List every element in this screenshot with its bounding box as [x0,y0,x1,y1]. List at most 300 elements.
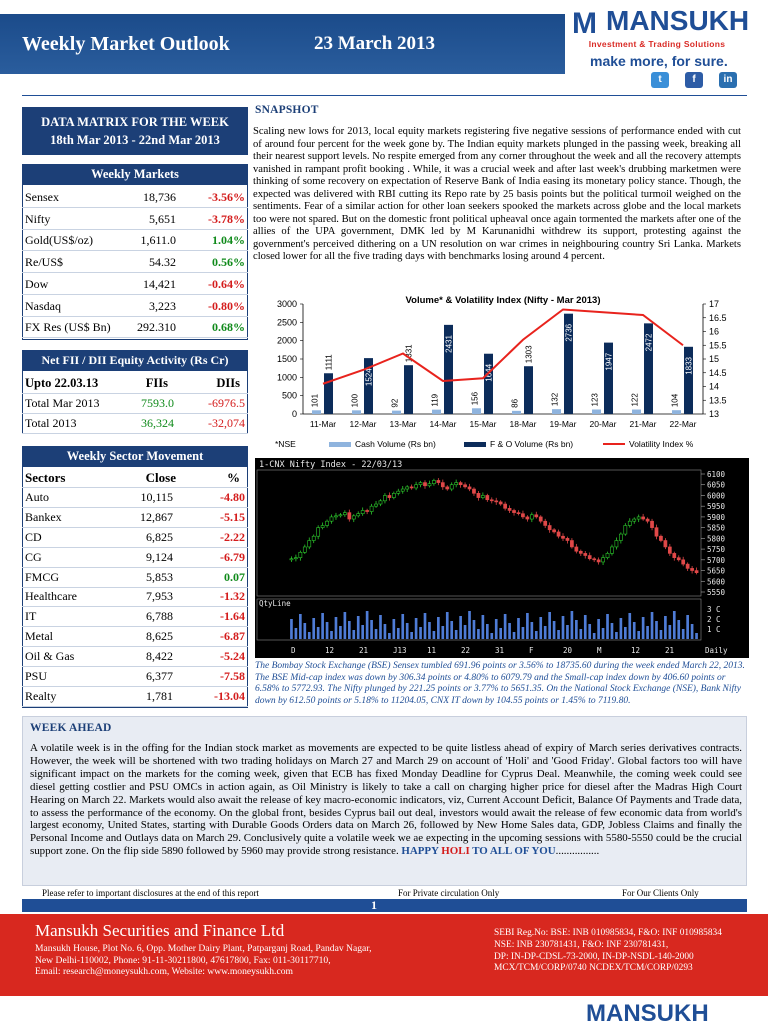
fii-dii-period: Total Mar 2013 [25,396,100,410]
fo-volume-label: 1947 [604,352,614,371]
legend-cash-label: Cash Volume (Rs bn) [355,439,436,449]
candle-body [642,517,645,519]
candle-body [575,547,578,551]
candle-body [677,558,680,560]
candle-body [504,504,507,508]
fo-volume-bar [684,347,693,414]
report-date: 23 March 2013 [314,33,436,54]
greeting-dots: ................ [555,845,600,858]
price-tick-label: 5650 [707,566,726,576]
candle-body [419,483,422,485]
sector-close: 8,625 [146,629,173,644]
cash-volume-label: 119 [430,393,440,407]
fo-volume-bar [324,373,333,414]
x-tick-label: 12-Mar [349,419,377,429]
candle-body [682,560,685,564]
registration-line: NSE: INB 230781431, F&O: INF 230781431, [494,939,669,950]
legend-fo-swatch [464,442,486,447]
y-tick-label: 2000 [276,335,297,346]
candle-body [628,521,631,525]
fo-volume-label: 1524 [364,368,374,387]
date-tick-label: 20 [563,646,573,655]
sector-row [22,606,248,627]
market-name: Nasdaq [25,298,61,313]
fii-col-header: FIIs [145,376,168,390]
market-value: 54.32 [149,255,176,270]
candle-body [366,510,369,511]
y2-tick-label: 17 [709,299,720,309]
candle-body [535,515,538,517]
x-tick-label: 15-Mar [469,419,497,429]
cash-volume-label: 132 [550,392,560,407]
volume-volatility-chart [253,292,753,452]
sector-pct: -5.15 [220,509,245,524]
sector-table [22,467,248,707]
price-tick-label: 5600 [707,577,726,587]
candle-body [593,559,596,560]
fo-volume-label: 2736 [564,323,574,342]
price-pane [257,470,701,596]
candle-body [530,515,533,519]
fo-volume-label: 1331 [404,344,414,363]
fii-dii-table [22,373,248,434]
sector-pct: -1.64 [220,609,245,624]
logo-subtitle: Investment & Trading Solutions [588,39,726,49]
candle-body [477,493,480,497]
volume-chart-svg [253,292,753,452]
candle-body [383,495,386,500]
candle-body [432,480,435,483]
candle-body [553,530,556,532]
date-tick-label: 21 [665,646,675,655]
sector-close: 8,422 [146,649,173,664]
fo-volume-label: 1111 [324,354,334,371]
sector-name: Healthcare [25,589,77,604]
y2-tick-label: 14.5 [709,367,727,378]
candle-body [472,489,475,493]
sector-name: Oil & Gas [25,649,75,664]
candle-body [686,564,689,568]
x-tick-label: 14-Mar [429,419,457,429]
fo-volume-bar [484,354,493,414]
market-row [22,187,248,208]
candle-body [526,517,529,519]
price-tick-label: 6100 [707,470,726,479]
market-row [22,274,248,295]
candle-body [379,501,382,504]
candle-body [659,536,662,540]
sector-row [22,686,248,707]
price-tick-label: 6050 [707,480,726,490]
x-tick-label: 18-Mar [509,419,537,429]
dii-col-header: DIIs [216,376,240,390]
candle-body [584,553,587,555]
sector-row [22,527,248,548]
registration-line: SEBI Reg.No: BSE: INB 010985834, F&O: INF 010985834 [494,928,722,938]
candle-body [606,553,609,557]
candle-body [570,541,573,547]
candle-body [664,541,667,547]
fii-dii-period: Total 2013 [25,416,77,430]
x-tick-label: 11-Mar [309,419,337,429]
price-tick-label: 5850 [707,523,726,533]
cash-volume-bar [672,410,681,414]
date-tick-label: 21 [359,646,369,655]
candle-body [490,500,493,501]
y-tick-label: 0 [291,409,297,419]
data-matrix-title [22,107,248,155]
sector-pct: -13.04 [214,688,245,703]
candle-body [633,519,636,521]
logo-tagline: make more, for sure. [590,53,728,69]
disclosure-note: Please refer to important disclosures at the end of this report [42,888,259,898]
sector-pct: -5.24 [220,649,245,664]
nse-note: *NSE [275,439,296,449]
candle-body [610,547,613,553]
date-tick-label: 12 [631,646,641,655]
fii-dii-col-date: Upto 22.03.13 [25,376,99,390]
candle-body [615,541,618,547]
candle-body [330,517,333,521]
sector-name: IT [25,609,37,624]
volume-tick-label: 2 C [707,615,721,624]
candle-body [361,510,364,513]
fii-dii-header-row [22,373,248,394]
market-value: 18,736 [143,190,176,204]
candle-body [655,528,658,537]
greeting-happy: HAPPY [401,845,442,858]
nifty-candle-chart [255,458,749,658]
price-tick-label: 5900 [707,512,726,522]
date-tick-label: Daily [705,646,728,655]
page-number: 1 [371,898,377,912]
market-row [22,252,248,273]
candle-body [397,491,400,493]
volume-tick-label: 3 C [707,605,721,614]
cash-volume-label: 122 [630,393,640,407]
sector-header-row [22,467,248,488]
market-value: 292.310 [137,320,176,335]
candle-body [579,551,582,553]
sector-name: CD [25,529,42,544]
sector-close: 6,788 [146,609,173,624]
sector-row [22,646,248,667]
market-change: -3.56% [208,190,245,204]
market-value: 3,223 [149,298,176,313]
candle-body [312,536,315,540]
sector-close: 6,377 [146,669,173,683]
candle-body [650,521,653,527]
candle-body [695,571,698,573]
sector-close: 9,124 [146,549,173,564]
greeting-holi: HOLI [441,845,470,858]
candle-body [602,558,605,562]
market-value: 1,611.0 [140,233,176,248]
candle-body [455,483,458,485]
company-name: Mansukh Securities and Finance Ltd [35,921,285,940]
company-address [35,943,372,978]
data-matrix-range: 18th Mar 2013 - 22nd Mar 2013 [50,133,220,147]
candle-body [406,487,409,489]
candle-body [410,487,413,488]
cash-volume-bar [432,410,441,414]
sector-close: 5,853 [146,569,173,584]
linkedin-icon[interactable]: in [719,72,737,88]
cash-volume-bar [392,411,401,414]
market-caption: The Bombay Stock Exchange (BSE) Sensex tumbled 691.96 points or 3.56% to 18735.60 during the week ended March 22, 2013. The BSE Mid-cap index was down by 306.34 points or 4.80% to 6079.79 and the Small-cap index down by 406.60 points or 6.58% to 5772.93. The Nifty plunged by 221.25 points or 3.77% to 5651.35. On the National Stock Exchange (NSE), Bank Nifty down by 612.50 points or 5.18% to 11204.05, CNX IT down by 104.55 points or 1.45% to 7119.80. [255,661,745,706]
fii-value: 36,324 [141,416,174,430]
sector-row [22,547,248,568]
company-footer [0,914,768,996]
sector-pct: -2.22 [220,529,245,544]
cash-volume-bar [312,410,321,414]
candle-body [437,480,440,482]
sector-col-close: Close [145,470,176,485]
cash-volume-label: 101 [310,393,320,408]
candle-body [294,558,297,559]
market-row [22,296,248,317]
sector-close: 6,825 [146,529,173,544]
candle-body [401,489,404,491]
fo-volume-label: 2472 [644,333,654,352]
market-name: Gold(US$/oz) [25,233,93,248]
weekly-markets-table [22,187,248,339]
registration-line: MCX/TCM/CORP/0740 NCDEX/TCM/CORP/0293 [494,963,693,974]
candle-body [539,517,542,521]
candle-body [464,485,467,487]
y2-tick-label: 13.5 [709,395,727,406]
candle-body [486,495,489,499]
sector-pct: -1.32 [220,589,245,604]
y2-tick-label: 15 [709,354,720,364]
sector-name: Auto [25,489,49,504]
sector-close: 10,115 [140,489,173,504]
address-line: New Delhi-110002, Phone: 91-11-30211800, 47617800, Fax: 011-30117710, [35,954,331,966]
price-tick-label: 5800 [707,534,726,544]
sector-pct: -6.79 [220,549,245,564]
candle-body [352,516,355,519]
price-tick-label: 5700 [707,555,726,565]
sector-row [22,507,248,528]
y-tick-label: 500 [281,390,297,401]
x-tick-label: 22-Mar [669,419,697,429]
fo-volume-bar [524,366,533,414]
nifty-chart-svg [255,458,749,658]
market-name: Re/US$ [25,255,64,270]
facebook-icon[interactable]: f [685,72,703,88]
x-tick-label: 20-Mar [589,419,617,429]
cash-volume-label: 92 [390,398,400,408]
candle-body [508,508,511,510]
candle-body [597,560,600,562]
volume-tick-label: 1 C [707,625,721,634]
candle-body [415,485,418,488]
price-tick-label: 5750 [707,545,726,555]
date-tick-label: 31 [495,646,505,655]
sector-pct: -6.87 [220,629,245,644]
x-tick-label: 13-Mar [389,419,417,429]
market-change: 1.04% [212,233,245,248]
market-row [22,230,248,251]
y2-tick-label: 16.5 [709,312,727,323]
y2-tick-label: 16 [709,326,720,337]
registration-line: DP: IN-DP-CDSL-73-2000, IN-DP-NSDL-140-2000 [494,951,694,962]
sector-row [22,626,248,647]
candle-body [423,483,426,486]
sector-close: 1,781 [146,688,173,703]
candle-body [646,519,649,521]
sector-row [22,666,248,687]
candle-body [357,514,360,516]
fo-volume-label: 1644 [484,363,494,382]
date-tick-label: 12 [325,646,335,655]
cash-volume-bar [512,411,521,414]
candle-body [334,516,337,517]
bottom-logo: MANSUKH [586,1000,709,1024]
volume-pane-label: QtyLine [259,599,291,608]
candle-body [370,506,373,511]
cash-volume-bar [632,410,641,414]
candle-body [450,485,453,489]
market-row [22,209,248,230]
registration-info [494,928,722,975]
nifty-chart-title: 1-CNX Nifty Index - 22/03/13 [259,460,403,470]
sector-close: 7,953 [146,589,173,604]
candle-body [557,532,560,536]
clients-note: For Our Clients Only [622,888,699,898]
candle-body [428,484,431,486]
fo-volume-label: 1833 [684,356,694,375]
snapshot-heading: SNAPSHOT [255,104,319,116]
x-tick-label: 21-Mar [629,419,657,429]
market-name: Nifty [25,211,51,226]
candle-body [588,556,591,559]
market-name: Sensex [25,190,59,204]
sector-row [22,567,248,588]
market-change: -0.64% [208,276,245,291]
cash-volume-bar [352,410,361,414]
sector-pct: -7.58 [220,669,245,683]
candle-body [446,487,449,489]
week-ahead-body: A volatile week is in the offing for the Indian stock market as movements are expected to be quite listless ahead of expiry of March series derivatives contracts. However, the week will be shortened with two trading holidays on March 27 and March 29 on account of 'Holi' and 'Good Friday'. Global factors too will have significant impact on the markets for the coming week, given that ECB has fixed Monday Deadline for Cyprus Deal. Meanwhile, the coming week could see diesel getting costlier and PSU OMCs in action again, as Oil Ministry is likely to take a call on charging higher price for diesel after the Madras High Court Hearing on March 22. Markets would also await the release of key macro-economic indicators, viz, Current Account Deficit, Balance Of Payments and Trade data, to assess the performance of the economy. On the global front, besides Cyprus bail out deal, investors would await the release of few economic data from world's largest economy, United States, starting with Durable Goods Orders data on March 26, followed by New Home Sales data, GDP, Jobless Claims and finally the Personal Income and Outlays data on March 29. Conclusively quite a volatile week we ae expecting in the upcoming sessions with 5580-5550 could be the crucial support zone. On the flip side 5890 followed by 5960 may provide strong resistance. [30,742,742,858]
y2-tick-label: 13 [709,409,720,419]
market-change: -3.78% [208,211,245,226]
candle-body [521,514,524,517]
fo-volume-label: 2431 [444,335,454,353]
candle-body [290,559,293,560]
market-change: 0.68% [212,320,245,335]
y-tick-label: 2500 [276,317,297,328]
date-tick-label: M [597,646,602,655]
candle-body [299,552,302,557]
sector-name: Realty [25,688,57,703]
chart-title: Volume* & Volatility Index (Nifty - Mar 2013) [405,295,601,306]
sector-name: PSU [25,669,48,683]
sector-name: CG [25,549,42,564]
candle-body [544,521,547,525]
price-tick-label: 6000 [707,491,726,501]
fii-dii-row [22,393,248,414]
data-matrix-heading: DATA MATRIX FOR THE WEEK [41,115,229,129]
report-title: Weekly Market Outlook [22,33,230,55]
y-tick-label: 1500 [276,354,297,364]
date-tick-label: J13 [393,646,407,655]
cash-volume-bar [552,409,561,414]
candle-body [468,487,471,489]
candle-body [388,495,391,497]
candle-body [548,525,551,529]
candle-body [495,501,498,502]
candle-body [481,495,484,497]
y2-tick-label: 15.5 [709,340,727,351]
cash-volume-label: 100 [350,393,360,408]
cash-volume-label: 156 [470,391,480,406]
snapshot-text: Scaling new lows for 2013, local equity markets registering five negative sessions of performance ended with cut of around four percent for the week gone by. The Indian equity markets plunged in the passing week, breaking all their nearest support levels. No respite emerged from any corner throughout the week and all the recovery attempts vanished in rampant profit booking . While, it was a crucial week and after last week's drubbing marketmen were thinking of some recovery on expectation of Reserve Bank of India easing its monetary policy stance. Though, the expected was delivered with RBI cutting its Repo rate by 25 basis points but the political turmoil weighed on the sentiments. Fear of a similar action for other loan seekers spooked the markets across globe and the local markets too were not spared. But on the domestic front political upheaval once again tormented the markets after one of the allies of the UPA government, DMK led by M Karunanidhi withdrew its support, protesting against the government's perceived dithering on a UN resolution on war crimes in neighbouring country Sri Lanka. Markets closed lower for all the five trading days with benchmarks losing around 4 percent. [253,126,741,262]
address-line: Mansukh House, Plot No. 6, Opp. Mother Dairy Plant, Patparganj Road, Pandav Nagar, [35,943,372,954]
sector-name: Metal [25,629,53,644]
sector-close: 12,867 [140,509,173,524]
candle-body [561,536,564,538]
cash-volume-label: 104 [670,393,680,408]
sector-row [22,487,248,508]
sector-col-pct: % [227,470,240,485]
x-tick-label: 19-Mar [549,419,577,429]
candle-body [392,493,395,497]
fii-dii-row [22,413,248,434]
circulation-note: For Private circulation Only [398,888,500,898]
dii-value: -6976.5 [208,396,245,410]
legend-vix-label: Volatility Index % [629,439,694,449]
market-value: 5,651 [149,211,176,226]
candle-body [317,528,320,537]
market-name: FX Res (US$ Bn) [25,320,111,335]
sector-title: Weekly Sector Movement [22,446,248,467]
sector-row [22,586,248,607]
week-ahead-heading: WEEK AHEAD [30,722,112,734]
y-tick-label: 3000 [276,299,297,309]
sector-pct: -4.80 [220,489,245,504]
fo-volume-label: 1303 [524,345,534,364]
fii-dii-title: Net FII / DII Equity Activity (Rs Cr) [22,350,248,371]
fii-value: 7593.0 [141,396,174,410]
sector-name: Bankex [25,509,62,524]
candle-body [512,510,515,512]
candle-body [303,547,306,552]
market-change: -0.80% [208,298,245,313]
report-header [0,0,768,100]
y-tick-label: 1000 [276,372,297,383]
candle-body [668,547,671,553]
market-value: 14,421 [143,276,176,291]
candle-body [343,513,346,515]
week-ahead-text [30,742,742,858]
candle-body [339,515,342,516]
candle-body [517,513,520,514]
price-tick-label: 5550 [707,588,726,597]
legend-cash-swatch [329,442,351,447]
candle-body [326,521,329,525]
logo-mark-icon: M [572,7,596,40]
legend-fo-label: F & O Volume (Rs bn) [490,439,574,449]
weekly-markets-title: Weekly Markets [22,164,248,185]
candle-body [499,502,502,504]
sector-pct: 0.07 [224,569,245,584]
fo-volume-bar [404,365,413,414]
date-tick-label: D [291,646,296,655]
candle-body [637,517,640,519]
logo-name: MANSUKH [606,5,750,36]
twitter-icon[interactable]: t [651,72,669,88]
